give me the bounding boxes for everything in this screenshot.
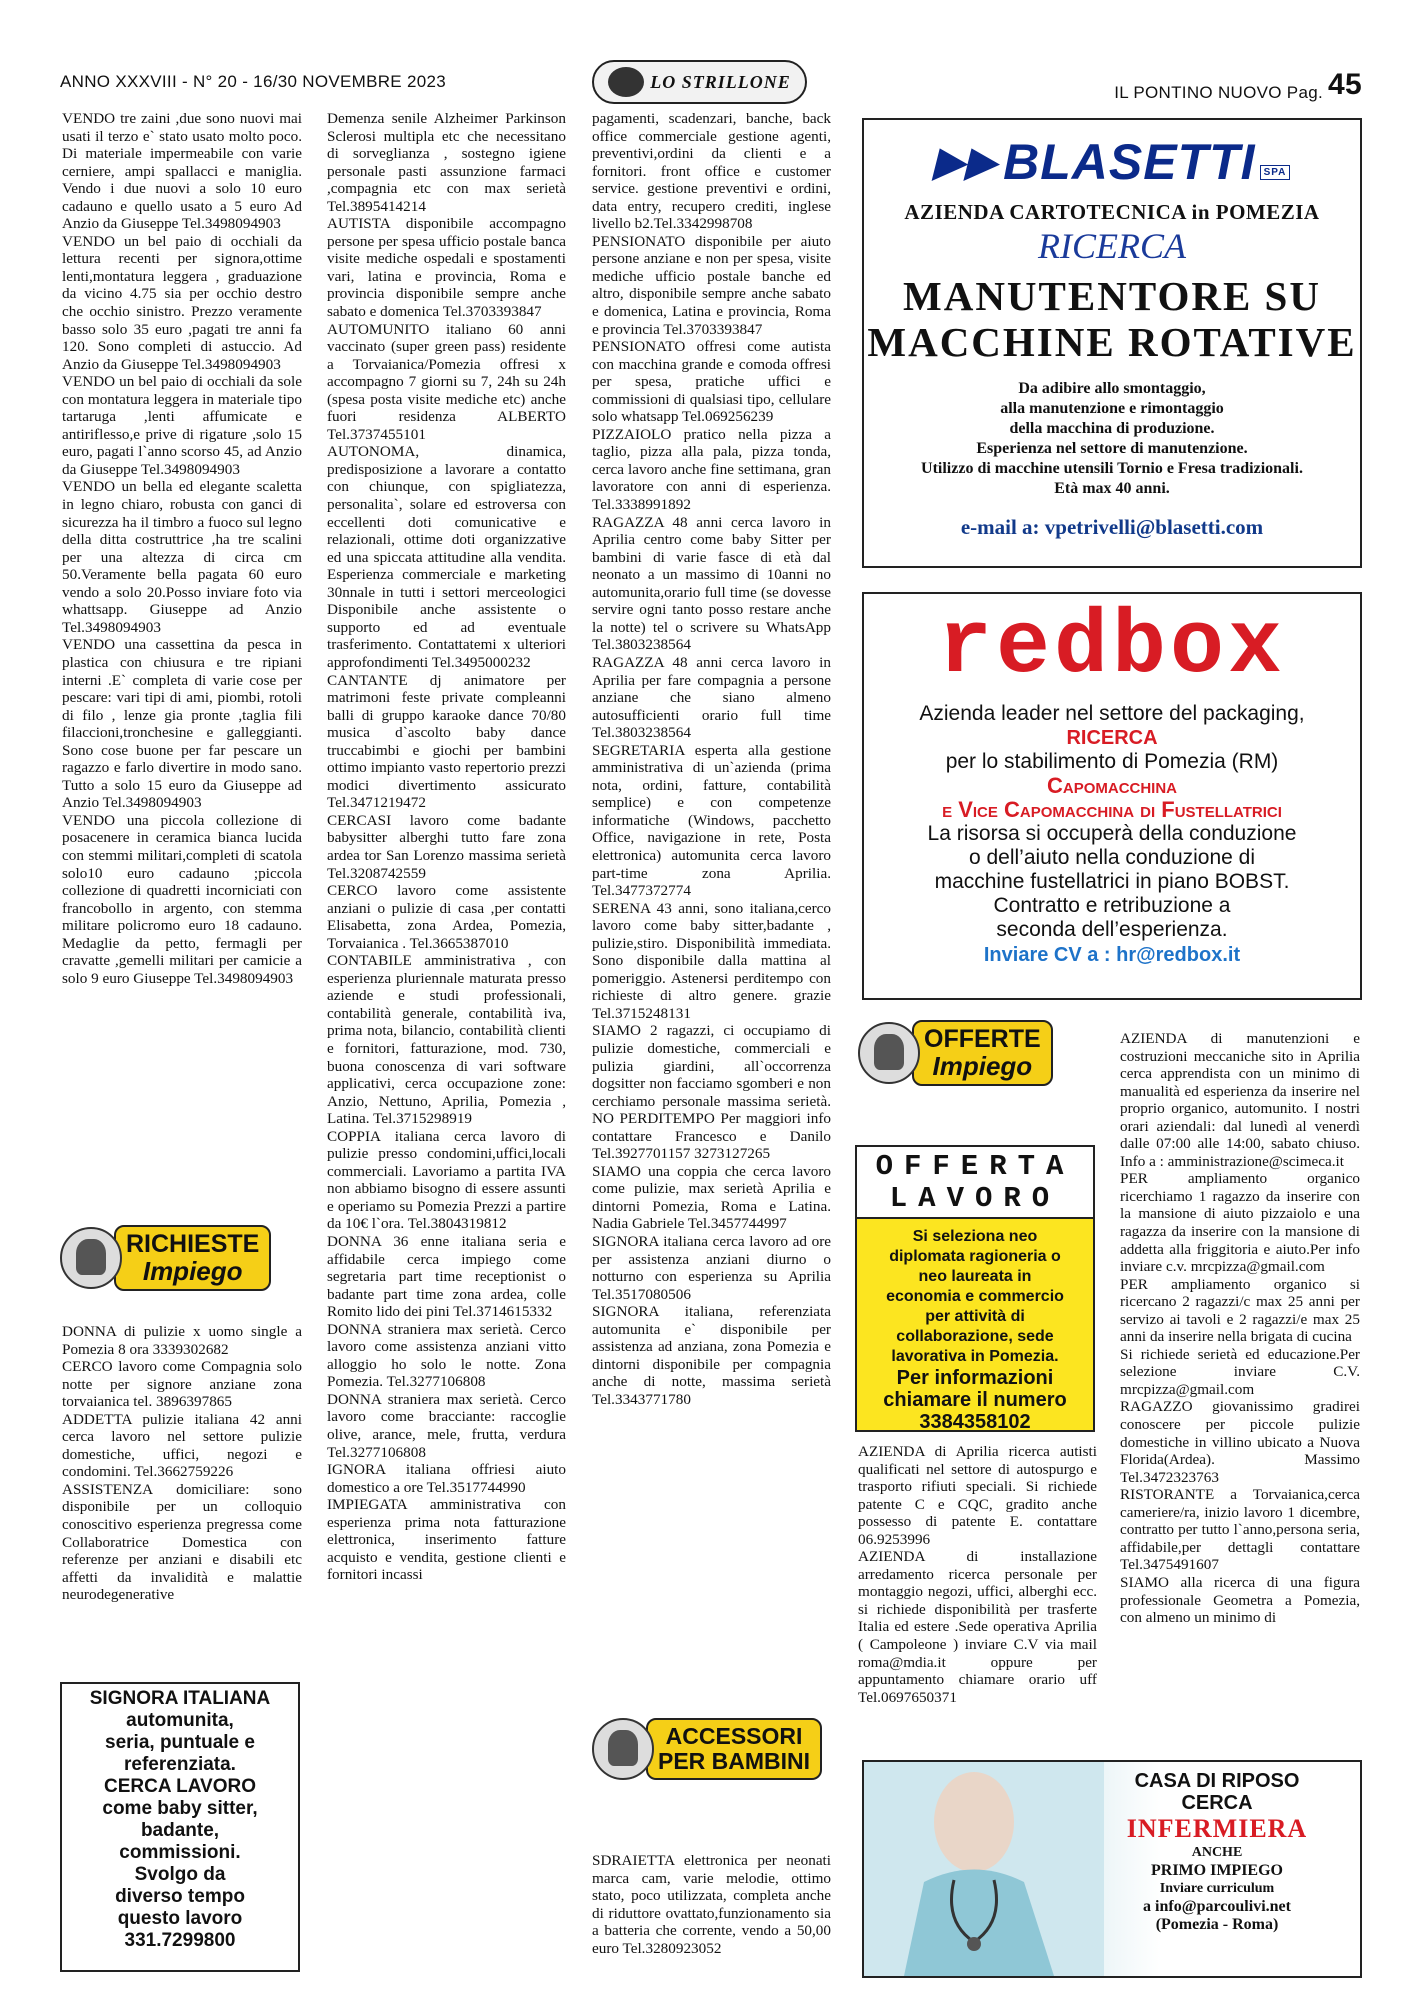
classified-ad: ASSISTENZA domiciliare: sono disponibile per un colloquio conoscitivo esperienza pregressa come Collaboratrice Domestica con referenze per anziani e disabili etc affetti da invalidità e malattie neurodegenerative <box>62 1480 302 1604</box>
column-3 <box>592 110 831 1408</box>
classified-ad: AUTONOMA, dinamica, predisposizione a lavorare a contatto con chiunque, con spigliatezza, personalita`, solare ed estroversa con eccellenti doti comunicative e relazionali, ottime doti organizzative ed una spiccata attitudine alla vendita. Esperienza commerciale e marketing 30nnale in tutti i settori merceologici Disponibile anche assistente o supporto ed ad eventuale trasferimento. Contattatemi x ulteriori approfondimenti Tel.3495000232 <box>327 443 566 671</box>
classified-ad: SIAMO alla ricerca di una figura professionale Geometra a Pomezia, con almeno un minimo di <box>1120 1573 1360 1627</box>
classified-ad: Si richiede serietà ed educazione.Per selezione inviare C.V. mrcpizza@gmail.com <box>1120 1345 1360 1398</box>
classified-ad: VENDO un bella ed elegante scaletta in legno chiaro, robusta con ganci di sicurezza ha il timbro a fuoco sul legno della ditta costruttrice ,ha tre scalini per una altezza di circa cm 50.Veramente bella pagata 60 euro vendo a solo 20.Posso inviare foto via whattsapp. Giuseppe ad Anzio Tel.3498094903 <box>62 478 302 636</box>
offerta-lavoro-ad: OFFERTA LAVORO Si seleziona neo diplomata ragioneria o neo laureata in economia e commercio per attività di collaborazione, sede lavorativa in Pomezia. Per informazioni chiamare il numero 3384358102 <box>855 1145 1095 1432</box>
classified-ad: VENDO una cassettina da pesca in plastica con chiusura e tre ripiani interni .E` completa di varie cose per pescare: vari tipi di ami, piombi, rotoli di filo , lenze gia pronte ,taglia fili filaccioni,tronchesine e galleggianti. Sono cose buone per far pescare un ragazzo e farlo divertire in modo sano. Tutto a solo 15 euro da Giuseppe ad Anzio Tel.3498094903 <box>62 636 302 812</box>
classified-ad: AZIENDA di Aprilia ricerca autisti qualificati nel settore di autospurgo e trasporto rifiuti speciali. Si richiede patente C e CQC, gradito anche possesso di patente E. contattare 06.9253996 <box>858 1443 1097 1548</box>
classified-ad: SIGNORA italiana, referenziata automunita e` disponibile per assistenza ad anziana, zona Pomezia e dintorni disponibile per compagnia anche di notte, massima serietà Tel.3343771780 <box>592 1303 831 1408</box>
redbox-email[interactable]: Inviare CV a : hr@redbox.it <box>983 944 1241 966</box>
classified-ad: CERCO lavoro come assistente anziani o pulizie di casa ,per contatti Elisabetta, zona Ardea, Pomezia, Torvaianica . Tel.3665387010 <box>327 882 566 952</box>
classified-ad: PIZZAIOLO pratico nella pizza a taglio, pizza alla pala, pizza tonda, cerca lavoro anche fine settimana, gran lavoratore con anni di esperienza. Tel.3338991892 <box>592 425 831 514</box>
mascot-icon <box>60 1227 122 1289</box>
classified-ad: DONNA 36 enne italiana seria e affidabile cerca impiego come segretaria part time receptionist o badante part time zona ardea, colle Romito lido dei pini Tel.3714615332 <box>327 1233 566 1321</box>
classified-ad: AZIENDA di manutenzioni e costruzioni meccaniche sito in Aprilia cerca apprendista con un minimo di manualità ed esperienza da inserire nel proprio organico, automunito. I nostri orari aziendali: dal lunedì al venerdì dalle 07:00 alle 14:00, sabato chiuso. Info a : amministrazione@scimeca.it <box>1120 1030 1360 1170</box>
classified-ad: Demenza senile Alzheimer Parkinson Sclerosi multipla etc che necessitano di sorveglianza , sostegno igiene personale pasti assunzione farmaci ,compagnia etc con max serietà Tel.3895414214 <box>327 110 566 215</box>
issue-info: ANNO XXXVIII - N° 20 - 16/30 NOVEMBRE 2023 <box>60 72 446 91</box>
column-2 <box>327 110 566 1980</box>
section-offerte-impiego: OFFERTE Impiego <box>858 1020 1053 1086</box>
classified-ad: VENDO un bel paio di occhiali da sole con montatura leggera in materiale tipo tartaruga ,lenti affumicate e antiriflesso,e prive di rigature ,solo 15 euro, pagati l`anno scorso 45, ad Anzio da Giuseppe Tel.3498094903 <box>62 373 302 478</box>
redbox-logo: redbox <box>937 597 1287 699</box>
blasetti-logo: ▶▶ BLASETTI SPA <box>902 132 1322 192</box>
classified-ad: RAGAZZA 48 anni cerca lavoro in Aprilia centro come baby Sitter per bambini di varie fasce di età dal neonato a un massimo di 10anni no automunita,orario full time (se dovesse servire ogni tanto posso restare anche la notte) tel o scrivere su WhatsApp Tel.3803238564 <box>592 513 831 654</box>
mascot-icon <box>592 1718 654 1780</box>
classified-ad: AUTOMUNITO italiano 60 anni vaccinato (super green pass) residente a Torvaianica/Pomezia offresi x accompagno 7 giorni su 7, 24h su 24h (spesa posta visite mediche etc) anche fuori residenza ALBERTO Tel.3737455101 <box>327 320 566 443</box>
classified-ad: VENDO un bel paio di occhiali da lettura recenti per signora,ottime lenti,montatura leggera , graduazione da vicino 4.75 sia per occhio destro che occhio sinistro. Prezzo veramente basso solo 35 euro ,pagati tre anni fa 120. Sono completi di astuccio. Ad Anzio da Giuseppe Tel.3498094903 <box>62 232 302 373</box>
classified-ad: SDRAIETTA elettronica per neonati marca cam, varie melodie, ottimo stato, poco utilizzata, completa anche di riduttore ovattato,funzionamento sia a batteria che corrente, vendo a 50,00 euro Tel.3280923052 <box>592 1852 831 1957</box>
classified-ad: AUTISTA disponibile accompagno persone per spesa ufficio postale banca visite mediche ospedali e spostamenti vari, latina e provincia, Roma e provincia disponibile sempre anche sabato e domenica Tel.3703393847 <box>327 215 566 321</box>
classified-ad: IMPIEGATA amministrativa con esperienza prima nota fatturazione elettronica, inserimento fatture acquisto e vendita, gestione clienti e fornitori incassi <box>327 1496 566 1584</box>
classified-ad: PENSIONATO offresi come autista con macchina grande e comoda offresi per spesa, pratiche uffici e commissioni di qualsiasi tipo, cellulare solo whatsapp Tel.069256239 <box>592 338 831 426</box>
section-richieste-impiego: RICHIESTE Impiego <box>60 1225 271 1291</box>
classified-ad: RISTORANTE a Torvaianica,cerca cameriere/ra, inizio lavoro 1 dicembre, contratto per tutto l`anno,persona seria, affidabile,per dettagli contattare Tel.3475491607 <box>1120 1486 1360 1574</box>
column-4 <box>858 1443 1097 1743</box>
classified-ad: pagamenti, scadenzari, banche, back office commerciale gestione agenti, preventivi,ordini da clienti e a fornitori. front office e customer service. gestione preventivi e ordini, data entry, recupero crediti, inglese livello b2.Tel.3342998708 <box>592 110 831 233</box>
classified-ad: DONNA di pulizie x uomo single a Pomezia 8 ora 3339302682 <box>62 1323 302 1358</box>
page-number: 45 <box>1328 68 1362 101</box>
casa-email[interactable]: a info@parcoulivi.net <box>1143 1898 1291 1915</box>
classified-ad: PENSIONATO disponibile per aiuto persone anziane e non per spesa, visite mediche ufficio postale banche ed altro, disponibile sempre anche sabato e domenica, Latina e provincia, Roma e provincia Tel.3703393847 <box>592 232 831 338</box>
classified-ad: SERENA 43 anni, sono italiana,cerco lavoro come baby sitter,badante , pulizie,stiro. Disponibilità immediata. Sono disponibile dalla mattina al pomeriggio. Astenersi perditempo con richieste di altro genere. grazie Tel.3715248131 <box>592 899 831 1022</box>
classified-ad: CERCASI lavoro come badante babysitter alberghi tutto fare zona ardea tor San Lorenzo massima serietà Tel.3208742559 <box>327 811 566 882</box>
newspaper-logo: LO STRILLONE <box>592 60 807 104</box>
classified-ad: SEGRETARIA esperta alla gestione amministrativa di un`azienda (prima nota, ordini, fatture, contabilità semplice) e con competenze informatiche (Windows, pacchetto Office, navigazione in rete, Posta elettronica) automunita cerca lavoro part-time zona Aprilia. Tel.3477372774 <box>592 741 831 900</box>
classified-ad: RAGAZZA 48 anni cerca lavoro in Aprilia per fare compagnia a persone anziane che siano almeno autosufficienti orario full time Tel.3803238564 <box>592 653 831 742</box>
nurse-photo <box>864 1762 1104 1976</box>
arrow-icon: ▶▶ <box>933 140 998 184</box>
classified-ad: PER ampliamento organico ricerchiamo 1 ragazzo da inserire con la mansione di aiuto pizzaiolo e una ragazza da inserire con la mansione di addetta alla friggitoria e aiuto.Per info inviare c.v. mrcpizza@gmail.com <box>1120 1170 1360 1276</box>
column-1 <box>62 110 302 1200</box>
classified-ad: IGNORA italiana offriesi aiuto domestico a ore Tel.3517744990 <box>327 1461 566 1496</box>
page-header-right: IL PONTINO NUOVO Pag. 45 <box>1114 68 1362 102</box>
mascot-icon <box>858 1022 920 1084</box>
classified-ad: PER ampliamento organico si ricercano 2 ragazzi/c max 25 anni per servizo ai tavoli e 2 ragazzi/e max 25 anni da inserire nella brigata di cucina <box>1120 1275 1360 1346</box>
mascot-icon <box>608 67 644 97</box>
casa-di-riposo-ad: CASA DI RIPOSO CERCA INFERMIERA ANCHE PRIMO IMPIEGO Inviare curriculum a info@parcoulivi.net (Pomezia - Roma) <box>862 1760 1362 1978</box>
classified-ad: RAGAZZO giovanissimo gradirei conoscere per piccole pulizie domestiche in villino ubicato a Nuova Florida(Ardea). Massimo Tel.3472323763 <box>1120 1398 1360 1486</box>
classified-ad: CANTANTE dj animatore per matrimoni feste private compleanni balli di gruppo karaoke dance 70/80 musica d`ascolto baby dance truccabimbi e giochi per bambini ottimo impianto vasto repertorio prezzi modici divertimento assicurato Tel.3471219472 <box>327 671 566 812</box>
column-3-accessori <box>592 1852 831 1982</box>
column-1-requests <box>62 1323 302 1656</box>
classified-ad: SIAMO una coppia che cerca lavoro come pulizie, max serietà Aprilia e dintorni Pomezia, Roma e Latina. Nadia Gabriele Tel.3457744997 <box>592 1162 831 1233</box>
section-accessori-bambini: ACCESSORI PER BAMBINI <box>592 1718 822 1780</box>
column-5 <box>1120 1030 1360 1750</box>
classified-ad: CONTABILE amministrativa , con esperienza pluriennale maturata presso aziende e studi professionali, contabilità generale, contabilità iva, prima nota, bilancio, contabilità clienti e fornitori, fatturazione, mod. 730, buona conoscenza di vari software applicativi, cerca occupazione zone: Anzio, Nettuno, Aprilia, Pomezia , Latina. Tel.3715298919 <box>327 952 566 1128</box>
classified-ad: ADDETTA pulizie italiana 42 anni cerca lavoro nel settore pulizie domestiche, uffici, negozi e condomini. Tel.3662759226 <box>62 1410 302 1481</box>
blasetti-ad: ▶▶ BLASETTI SPA AZIENDA CARTOTECNICA in POMEZIA RICERCA MANUTENTORE SU MACCHINE ROTATIVE Da adibire allo smontaggio, alla manutenzione e rimontaggio della macchina di produzione. Esperienza nel settore di manutenzione. Utilizzo di macchine utensili Tornio e Fresa tradizionali. Età max 40 anni. e-mail a: vpetrivelli@blasetti.com <box>862 118 1362 568</box>
classified-ad: DONNA straniera max serietà. Cerco lavoro come bracciante: raccoglie olive, arance, mele, frutta, verdura Tel.3277106808 <box>327 1390 566 1461</box>
blasetti-email[interactable]: e-mail a: vpetrivelli@blasetti.com <box>960 515 1264 539</box>
redbox-ad: redbox Azienda leader nel settore del packaging, RICERCA per lo stabilimento di Pomezia (RM) Capomacchina e Vice Capomacchina di Fustellatrici La risorsa si occuperà della conduzione o dell’aiuto nella conduzione di macchine fustellatrici in piano BOBST. Contratto e retribuzione a seconda dell’esperienza. Inviare CV a : hr@redbox.it <box>862 592 1362 1000</box>
classified-ad: DONNA straniera max serietà. Cerco lavoro come assistenza anziani vitto alloggio ho solo le notte. Zona Pomezia. Tel.3277106808 <box>327 1320 566 1391</box>
classified-ad: SIAMO 2 ragazzi, ci occupiamo di pulizie domestiche, commerciali e pulizia giardini, all`occorrenza dogsitter non facciamo sgomberi e non cerchiamo personale massima serietà. NO PERDITEMPO Per maggiori info contattare Francesco e Danilo Tel.3927701157 3273127265 <box>592 1022 831 1163</box>
classified-ad: SIGNORA italiana cerca lavoro ad ore per assistenza anziani diurno o notturno con esperienza su Aprilia Tel.3517080506 <box>592 1233 831 1303</box>
classified-ad: AZIENDA di installazione arredamento ricerca personale per montaggio negozi, uffici, alberghi ecc. si richiede disponibilità per trasferte Italia ed estere .Sede operativa Aprilia ( Campoleone ) inviare C.V via mail roma@mdia.it oppure per appuntamento chiamare orario uff Tel.0697650371 <box>858 1548 1097 1706</box>
classified-ad: VENDO tre zaini ,due sono nuovi mai usati il terzo e` stato usato molto poco. Di materiale impermeabile con varie cerniere, ampi spallacci e maniglia. Vendo i due nuovi a solo 10 euro cadauno e quello usato a 5 euro Ad Anzio da Giuseppe Tel.3498094903 <box>62 110 302 233</box>
classified-ad: VENDO una piccola collezione di posacenere in ceramica bianca lucida con stemmi militari,completi di scatola solo10 euro cadauno ;piccola collezione di quadretti incorniciati con francobollo in argento, con stemma militare policromo euro 18 cadauno. Medaglie da petto, fermagli per cravatte ,gemelli militari per camicie a solo 9 euro Giuseppe Tel.3498094903 <box>62 811 302 987</box>
classified-ad: CERCO lavoro come Compagnia solo notte per signore anziane zona torvaianica tel. 3896397865 <box>62 1358 302 1411</box>
signora-italiana-ad: SIGNORA ITALIANA automunita, seria, puntuale e referenziata. CERCA LAVORO come baby sitter, badante, commissioni. Svolgo da diverso tempo questo lavoro 331.7299800 <box>60 1682 300 1972</box>
classified-ad: COPPIA italiana cerca lavoro di pulizie presso condomini,uffici,locali commerciali. Lavoriamo a partita IVA non abbiamo bisogno di essere assunti e operiamo su Pomezia Prezzi a partire da 10€ l`ora. Tel.3804319812 <box>327 1127 566 1233</box>
